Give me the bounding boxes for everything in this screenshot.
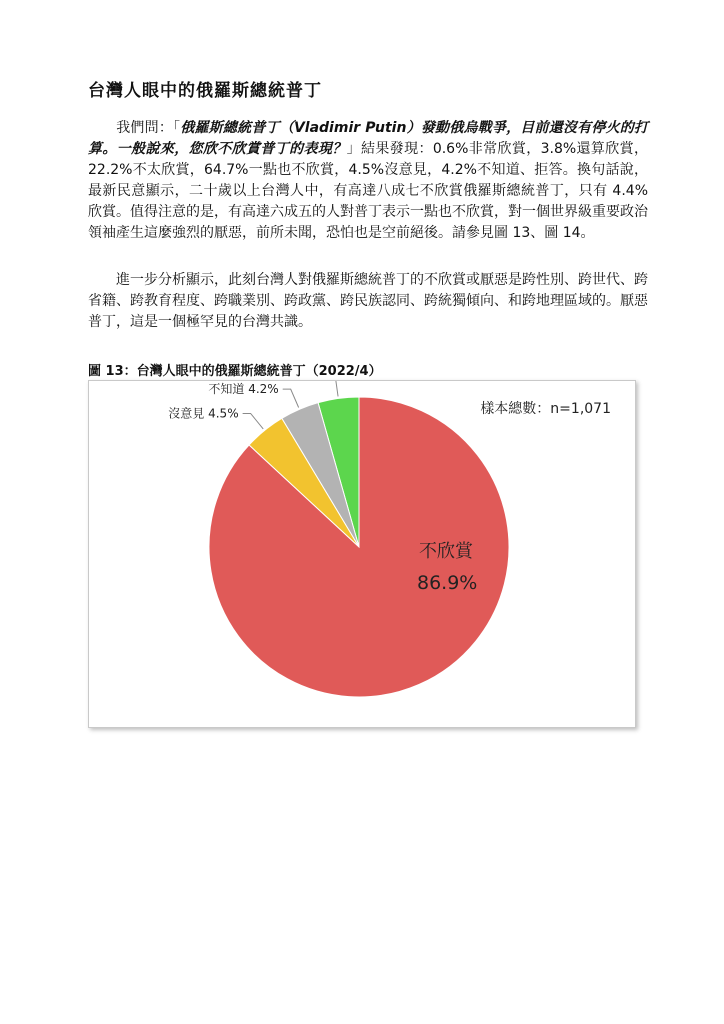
slice-value-3: 86.9%	[417, 572, 478, 594]
figure-caption: 圖 13：台灣人眼中的俄羅斯總統普丁（2022/4）	[88, 364, 382, 379]
slice-name-2: 沒意見	[168, 406, 209, 421]
leader-line-0	[327, 381, 338, 396]
results-text: 」結果發現：0.6%非常欣賞，3.8%還算欣賞，22.2%不太欣賞，64.7%一點也不欣賞，4.5%沒意見，4.2%不知道、拒答。換句話說，最新民意顯示，二十歲以上台灣人中，有高達八成七不欣賞俄羅斯總統普丁，只有 4.4% 欣賞。值得注意的是，有高達六成五的人對普丁表示一點也不欣賞，對一個世界級重要政治領袖產生這麼強烈的厭惡，前所未聞，恐怕也是空前絕後。請參見圖 13、圖 14。	[88, 141, 649, 241]
paragraph-analysis	[88, 270, 648, 333]
analysis-text: 進一步分析顯示，此刻台灣人對俄羅斯總統普丁的不欣賞或厭惡是跨性別、跨世代、跨省籍、跨教育程度、跨職業別、跨政黨、跨民族認同、跨統獨傾向、和跨地理區域的。厭惡普丁，這是一個極罕見的台灣共識。	[88, 272, 648, 330]
sample-size-annotation: 樣本總數：n=1,071	[480, 401, 611, 417]
paragraph-survey-results	[88, 118, 648, 244]
survey-question: 俄羅斯總統普丁（Vladimir Putin）發動俄烏戰爭，目前還沒有停火的打算。一般說來，您欣不欣賞普丁的表現？	[88, 120, 648, 157]
slice-label-1	[208, 382, 278, 396]
pie-chart-frame	[88, 380, 636, 728]
pie-chart	[89, 381, 635, 727]
slice-label-2	[168, 406, 238, 420]
slice-value-2: 4.5%	[208, 406, 239, 421]
page-title: 台灣人眼中的俄羅斯總統普丁	[88, 81, 322, 101]
leader-line-1	[283, 389, 299, 407]
leader-line-2	[243, 413, 264, 429]
question-prefix: 我們問：「	[116, 120, 181, 136]
slice-name-1: 不知道	[208, 382, 249, 397]
slice-label-3: 不欣賞	[419, 541, 473, 562]
slice-value-1: 4.2%	[248, 382, 279, 397]
